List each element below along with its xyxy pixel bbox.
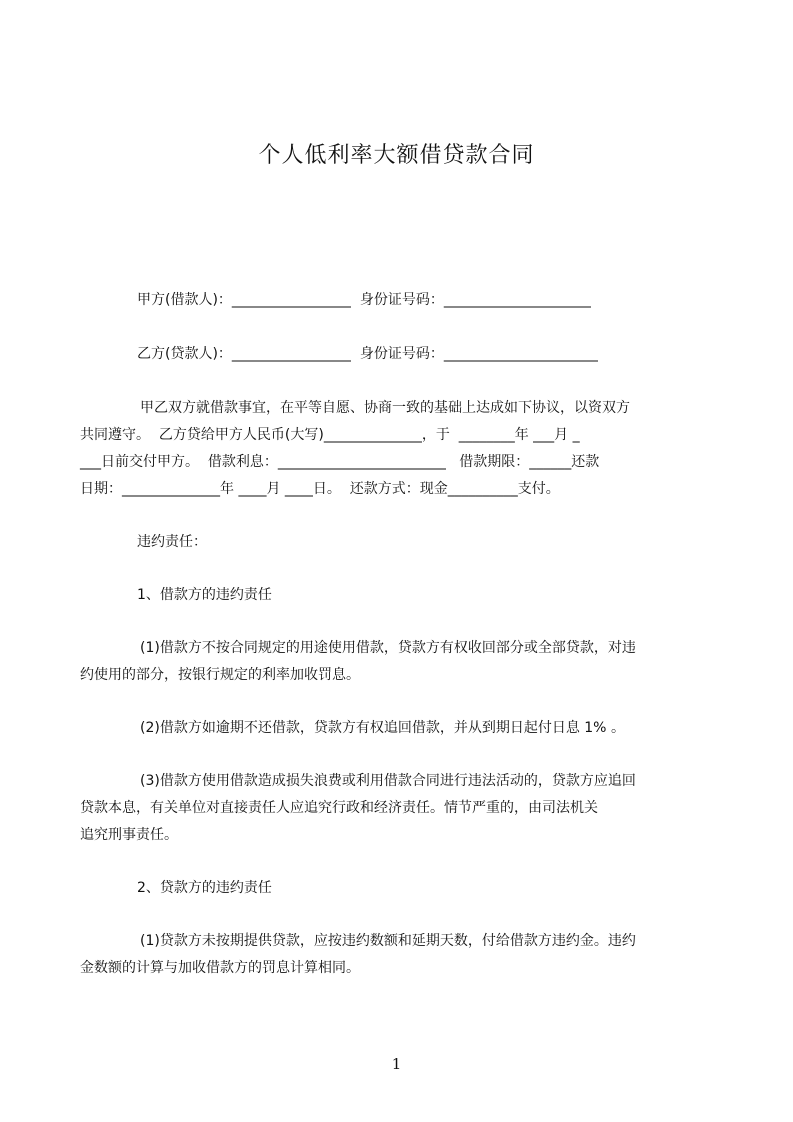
agreement-line-1: 甲乙双方就借款事宜，在平等自愿、协商一致的基础上达成如下协议，以资双方: [140, 400, 630, 416]
borrower-item-3-line-1: (3)借款方使用借款造成损失浪费或利用借款合同进行违法活动的，贷款方应追回: [140, 773, 636, 789]
borrower-item-3-line-2: 贷款本息，有关单位对直接责任人应追究行政和经济责任。情节严重的，由司法机关: [80, 800, 598, 816]
party-b-line: 乙方(贷款人)：_________________ 身份证号码：______________________: [137, 346, 598, 362]
lender-item-1-line-2: 金数额的计算与加收借款方的罚息计算相同。: [80, 960, 360, 976]
lender-heading: 2、贷款方的违约责任: [137, 880, 272, 896]
breach-heading: 违约责任：: [137, 534, 207, 550]
party-a-line: 甲方(借款人)：_________________ 身份证号码：_____________________: [137, 292, 591, 308]
page-number: 1: [391, 1055, 402, 1073]
agreement-line-2: 共同遵守。 乙方贷给甲方人民币(大写)______________，于 ________年 ___月 _: [80, 427, 580, 443]
borrower-item-1-line-1: (1)借款方不按合同规定的用途使用借款，贷款方有权收回部分或全部贷款，对违: [140, 640, 636, 656]
agreement-line-3: ___日前交付甲方。 借款利息：________________________ 借款期限：______还款: [80, 454, 600, 470]
borrower-heading: 1、借款方的违约责任: [137, 587, 272, 603]
borrower-item-2-line-1: (2)借款方如逾期不还借款，贷款方有权追回借款，并从到期日起付日息 1% 。: [140, 720, 625, 736]
document-title: 个人低利率大额借贷款合同: [258, 143, 535, 168]
borrower-item-3-line-3: 追究刑事责任。: [80, 827, 178, 843]
borrower-item-1-line-2: 约使用的部分，按银行规定的利率加收罚息。: [80, 667, 360, 683]
lender-item-1-line-1: (1)贷款方未按期提供贷款，应按违约数额和延期天数，付给借款方违约金。违约: [140, 933, 636, 949]
agreement-line-4: 日期：______________年 ____月 ____日。 还款方式：现金__________支付。: [80, 481, 560, 497]
